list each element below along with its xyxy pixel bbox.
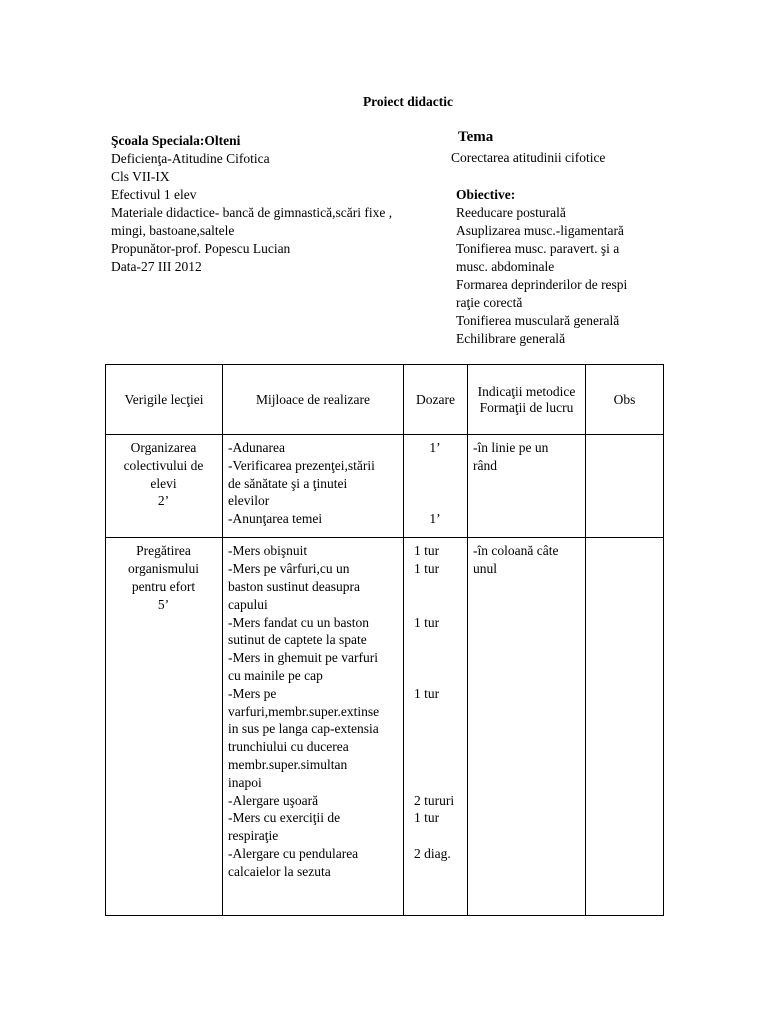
objectives-label: Obiective: bbox=[456, 187, 516, 202]
means-line: inapoi bbox=[228, 774, 262, 790]
indications-line: -în linie pe un bbox=[473, 440, 549, 455]
dose-line: 2 diag. bbox=[414, 845, 451, 861]
means-line: -Adunarea bbox=[228, 440, 285, 455]
objective-item: Formarea deprinderilor de respi bbox=[456, 277, 628, 292]
means-line: membr.super.simultan bbox=[228, 756, 348, 772]
means-line: baston sustinut deasupra bbox=[228, 579, 360, 595]
means-line: -Verificarea prezenţei,stării bbox=[228, 457, 375, 473]
objective-item: raţie corectă bbox=[456, 295, 523, 310]
school-detail-line: Cls VII-IX bbox=[111, 169, 170, 184]
objective-item: Asuplizarea musc.-ligamentară bbox=[456, 223, 624, 238]
stage-line: Pregătirea bbox=[136, 543, 191, 559]
school-label: Şcoala Speciala:Olteni bbox=[111, 133, 241, 148]
dose-line bbox=[414, 863, 461, 881]
school-detail-line: Materiale didactice- bancă de gimnastică,scări fixe , bbox=[111, 205, 393, 220]
means-line: calcaielor la sezuta bbox=[228, 863, 331, 879]
means-line: -Mers pe bbox=[228, 685, 277, 701]
school-info bbox=[111, 132, 392, 276]
dose-line bbox=[409, 457, 461, 475]
means-line: -Mers in ghemuit pe varfuri bbox=[228, 650, 378, 666]
table-row bbox=[106, 435, 664, 538]
objective-item: Tonifierea musc. paravert. şi a bbox=[456, 241, 620, 256]
stage-line: pentru efort bbox=[131, 579, 196, 595]
means-line: -Mers obişnuit bbox=[228, 543, 308, 559]
indications-cell bbox=[468, 538, 586, 916]
dose-line bbox=[414, 774, 461, 792]
objective-item: Tonifierea musculară generală bbox=[456, 313, 620, 328]
obs-cell bbox=[586, 538, 664, 916]
dose-cell bbox=[404, 538, 468, 916]
header-dose: Dozare bbox=[404, 365, 468, 435]
lesson-plan-table bbox=[105, 364, 664, 916]
means-line: sutinut de captete la spate bbox=[228, 632, 367, 648]
means-line: -Alergare cu pendularea bbox=[228, 845, 359, 861]
means-line: respiraţie bbox=[228, 828, 279, 844]
objective-item: musc. abdominale bbox=[456, 259, 555, 274]
dose-line: 1’ bbox=[429, 511, 441, 527]
dose-line bbox=[414, 827, 461, 845]
means-line: in sus pe langa cap-extensia bbox=[228, 721, 379, 737]
dose-line bbox=[409, 475, 461, 493]
dose-cell bbox=[404, 435, 468, 538]
means-cell bbox=[223, 538, 404, 916]
dose-line bbox=[409, 492, 461, 510]
school-detail-line: Data-27 III 2012 bbox=[111, 259, 202, 274]
dose-line: 1 tur bbox=[414, 614, 440, 630]
means-line: -Mers pe vârfuri,cu un bbox=[228, 561, 350, 577]
indications-line: unul bbox=[473, 561, 498, 577]
means-cell bbox=[223, 435, 404, 538]
indications-line: -în coloană câte bbox=[473, 543, 559, 559]
dose-line: 1 tur bbox=[414, 561, 440, 577]
tema-label: Tema bbox=[458, 129, 494, 145]
means-line: capului bbox=[228, 596, 268, 612]
means-line: cu mainile pe cap bbox=[228, 668, 323, 683]
means-line: varfuri,membr.super.extinse bbox=[228, 703, 380, 719]
dose-line bbox=[414, 667, 461, 685]
header-means: Mijloace de realizare bbox=[223, 365, 404, 435]
table-row bbox=[106, 538, 664, 916]
dose-line: 1 tur bbox=[414, 685, 440, 701]
means-line: -Alergare uşoară bbox=[228, 792, 319, 808]
indications-line: rând bbox=[473, 457, 497, 473]
indications-cell bbox=[468, 435, 586, 538]
school-detail-line: Propunător-prof. Popescu Lucian bbox=[111, 241, 291, 256]
document-title: Proiect didactic bbox=[362, 94, 454, 109]
tema-text: Corectarea atitudinii cifotice bbox=[451, 150, 606, 165]
dose-line bbox=[414, 756, 461, 774]
stage-line: Organizarea bbox=[130, 440, 197, 455]
dose-line: 1’ bbox=[429, 440, 441, 455]
objective-item: Reeducare posturală bbox=[456, 205, 566, 220]
table-body bbox=[106, 435, 664, 916]
dose-line bbox=[414, 631, 461, 649]
stage-line: 2’ bbox=[157, 493, 170, 509]
means-line: de sănătate şi a ţinutei bbox=[228, 475, 348, 491]
dose-line bbox=[414, 596, 461, 614]
objective-item: Echilibrare generală bbox=[456, 331, 566, 346]
dose-line bbox=[414, 738, 461, 756]
school-detail-line: Efectivul 1 elev bbox=[111, 187, 197, 202]
means-line: -Mers cu exerciţii de bbox=[228, 810, 341, 826]
objectives-list bbox=[456, 204, 627, 348]
means-line: -Mers fandat cu un baston bbox=[228, 614, 369, 630]
stage-line: 5’ bbox=[157, 596, 170, 612]
dose-line bbox=[414, 720, 461, 738]
header-stages: Verigile lecţiei bbox=[106, 365, 223, 435]
dose-line bbox=[414, 578, 461, 596]
dose-line bbox=[414, 649, 461, 667]
stage-cell bbox=[106, 538, 223, 916]
dose-line: 2 tururi bbox=[414, 792, 455, 808]
dose-line: 1 tur bbox=[414, 810, 440, 826]
school-detail-line: mingi, bastoane,saltele bbox=[111, 223, 235, 238]
school-details bbox=[111, 150, 392, 276]
dose-line bbox=[414, 703, 461, 721]
means-line: -Anunţarea temei bbox=[228, 511, 323, 527]
stage-line: organismului bbox=[127, 561, 199, 577]
header-obs: Obs bbox=[586, 365, 664, 435]
stage-cell bbox=[106, 435, 223, 538]
school-detail-line: Deficienţa-Atitudine Cifotica bbox=[111, 151, 270, 166]
stage-line: colectivului de bbox=[123, 457, 204, 473]
obs-cell bbox=[586, 435, 664, 538]
header-indications: Indicaţii metodice Formaţii de lucru bbox=[468, 365, 586, 435]
table-header-row bbox=[106, 365, 664, 435]
means-line: elevilor bbox=[228, 493, 270, 509]
means-line: trunchiului cu ducerea bbox=[228, 739, 349, 755]
stage-line: elevi bbox=[150, 475, 177, 491]
objectives-block bbox=[456, 186, 627, 348]
dose-line: 1 tur bbox=[414, 543, 440, 559]
